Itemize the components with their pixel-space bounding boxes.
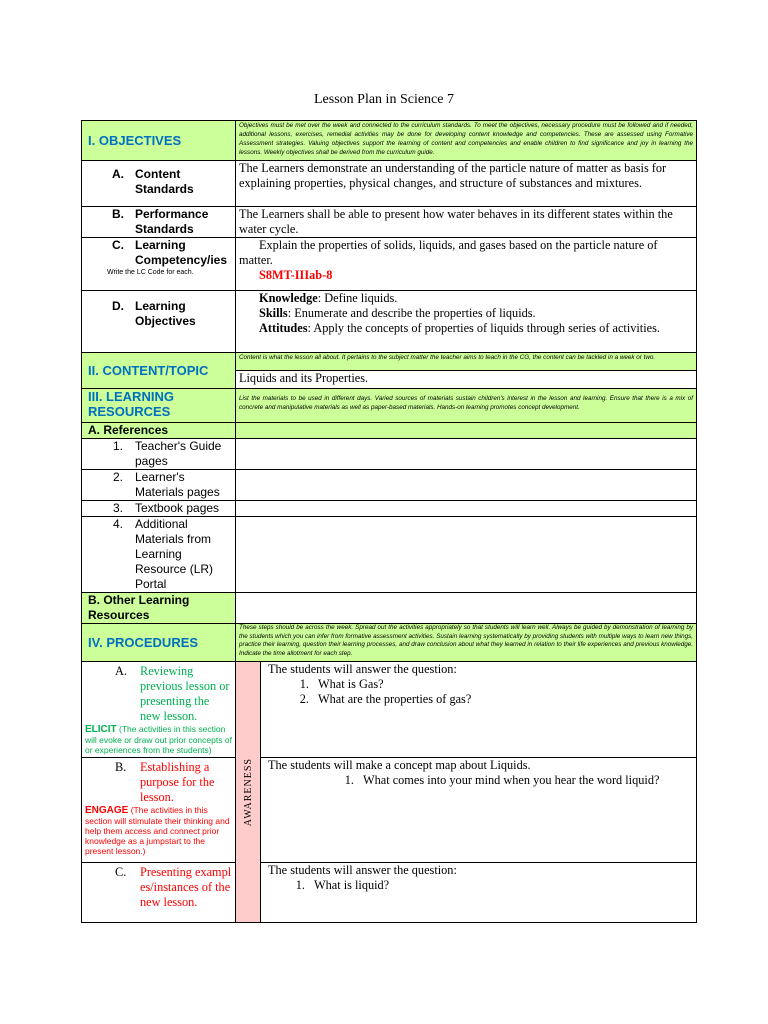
step-c-label-cell (82, 863, 236, 923)
learning-competency-label-cell (82, 238, 236, 291)
step-a-label: Reviewing previous lesson or presenting the new lesson. (140, 664, 230, 723)
resource-key: 1. (113, 439, 124, 453)
performance-standards-key: B. (112, 207, 124, 221)
performance-standards-label-cell (82, 207, 236, 238)
lc-code-note: Write the LC Code for each. (107, 269, 194, 276)
additional-materials-value (236, 517, 697, 593)
learning-objectives-label: Learning Objectives (135, 299, 196, 328)
content-standards-label-cell (82, 161, 236, 207)
step-key: C. (115, 865, 127, 879)
performance-standards-cell (236, 207, 697, 238)
content-heading: II. CONTENT/TOPIC (88, 362, 209, 378)
procedures-heading-cell (82, 624, 236, 662)
resource-key: 2. (113, 470, 124, 484)
resource-key: 4. (113, 517, 124, 531)
procedures-note-cell (236, 624, 697, 662)
content-heading-cell (82, 353, 236, 389)
step-b-label: Establishing a purpose for the lesson. (140, 760, 215, 804)
step-b-intro: The students will make a concept map about Liquids. (268, 758, 531, 772)
step-a-intro: The students will answer the question: (268, 662, 457, 676)
lc-code: S8MT-IIIab-8 (259, 268, 333, 282)
content-topic-cell (236, 371, 697, 389)
step-c-label: Presenting examples/instances of the new lesson. (140, 865, 232, 909)
content-topic: Liquids and its Properties. (239, 371, 369, 385)
attitudes-objective: Attitudes: Apply the concepts of properties of liquids through series of activities. (259, 321, 660, 335)
additional-materials-label: Additional Materials from Learning Resource (LR) Portal (135, 517, 214, 591)
learning-objectives-cell (236, 291, 697, 353)
resource-item-cell (82, 501, 236, 517)
awareness-phase-cell (236, 662, 261, 923)
step-c-intro: The students will answer the question: (268, 863, 457, 877)
references-value-cell (236, 423, 697, 439)
references-heading-cell (82, 423, 236, 439)
step-a-content-cell (261, 662, 697, 758)
content-note: Content is what the lesson all about. It pertains to the subject matter the teacher aims to teach in the CG, the content can be tackled in a week or two. (239, 354, 656, 361)
content-standards-cell (236, 161, 697, 207)
learning-competency-text: Explain the properties of solids, liquids, and gases based on the particle nature of matter. (239, 238, 658, 267)
learning-competency-label: Learning Competency/ies (135, 238, 228, 267)
objectives-heading-cell (82, 121, 236, 161)
procedures-heading: IV. PROCEDURES (88, 634, 199, 650)
document-title: Lesson Plan in Science 7 (314, 92, 454, 107)
knowledge-objective: Knowledge: Define liquids. (259, 291, 398, 305)
step-b-content-cell (261, 758, 697, 863)
performance-standards-text: The Learners shall be able to present how water behaves in its different states within the water cycle. (239, 207, 673, 236)
textbook-pages-label: Textbook pages (135, 501, 220, 515)
elicit-phase: ELICIT (85, 724, 117, 735)
content-standards-key: A. (112, 167, 124, 181)
other-resources-heading-cell (82, 593, 236, 624)
question-item: 1. What comes into your mind when you hear the word liquid? (357, 773, 693, 788)
teachers-guide-value (236, 439, 697, 470)
references-heading: A. References (88, 423, 169, 437)
objectives-note: Objectives must be met over the week and connected to the curriculum standards. To meet the objectives, necessary procedure must be followed and if needed, additional lessons, exercises, remedial activities may be done for developing content knowledge and competencies. These are assessed using Formative Assessment strategies. Valuing objectives support the learning of content and competencies and enable children to find significance and joy in learning the lessons. Weekly objectives shall be derived from the curriculum guide. (239, 122, 694, 156)
resource-key: 3. (113, 501, 124, 515)
question-item: 1. What is Gas? (312, 677, 693, 692)
question-item: 2. What are the properties of gas? (312, 692, 693, 707)
resources-note-cell (236, 389, 697, 423)
resource-item-cell (82, 439, 236, 470)
procedures-note: These steps should be across the week. Spread out the activities appropriately so that students will learn well. Always be guided by demonstration of learning by the students which you can infer from formative assessment activities. Sustain learning systematically by providing students with multiple ways to learn new things, practice their learning, question their learning processes, and draw conclusion about what they learned in relation to their life experiences and previous knowledge. Indicate the time allotment for each step. (239, 624, 694, 657)
question-item: 1. What is liquid? (308, 878, 693, 893)
engage-phase: ENGAGE (85, 805, 129, 816)
learning-objectives-key: D. (112, 299, 124, 313)
skills-objective: Skills: Enumerate and describe the properties of liquids. (259, 306, 536, 320)
resources-heading: III. LEARNING RESOURCES (88, 389, 174, 419)
step-b-questions (264, 773, 693, 788)
step-c-questions (264, 878, 693, 893)
step-key: B. (115, 760, 127, 774)
resources-note: List the materials to be used in different days. Varied sources of materials sustain children's interest in the lesson and learning. Ensure that there is a mix of concrete and manipulative materials as well as paper-based materials. Hands-on learning promotes concept development. (239, 395, 694, 411)
step-b-label-cell (82, 758, 236, 863)
textbook-pages-value (236, 501, 697, 517)
resource-item-cell (82, 470, 236, 501)
resource-item-cell (82, 517, 236, 593)
objectives-note-cell (236, 121, 697, 161)
step-a-label-cell (82, 662, 236, 758)
learning-competency-key: C. (112, 238, 124, 252)
engage-note: ENGAGE (The activities in this section will stimulate their thinking and help them access and connect prior knowledge as a jumpstart to the present lesson.) (85, 805, 230, 856)
learning-objectives-label-cell (82, 291, 236, 353)
other-resources-value (236, 593, 697, 624)
awareness-label: AWARENESS (242, 757, 254, 827)
content-standards-text: The Learners demonstrate an understanding of the particle nature of matter as basis for explaining properties, physical changes, and structure of substances and mixtures. (239, 161, 667, 190)
learning-competency-cell (236, 238, 697, 291)
step-a-questions (264, 677, 693, 707)
objectives-heading: I. OBJECTIVES (88, 132, 182, 148)
step-key: A. (115, 664, 127, 678)
performance-standards-label: Performance Standards (135, 207, 209, 236)
learners-materials-value (236, 470, 697, 501)
learners-materials-label: Learner's Materials pages (135, 470, 220, 499)
content-standards-label: Content Standards (135, 167, 194, 196)
lesson-plan-table (81, 120, 697, 923)
teachers-guide-label: Teacher's Guide pages (135, 439, 222, 468)
other-resources-heading: B. Other Learning Resources (88, 593, 190, 622)
content-note-cell (236, 353, 697, 371)
elicit-note: ELICIT (The activities in this section will evoke or draw out prior concepts of or experiences from the students) (85, 724, 232, 755)
resources-heading-cell (82, 389, 236, 423)
step-c-content-cell (261, 863, 697, 923)
